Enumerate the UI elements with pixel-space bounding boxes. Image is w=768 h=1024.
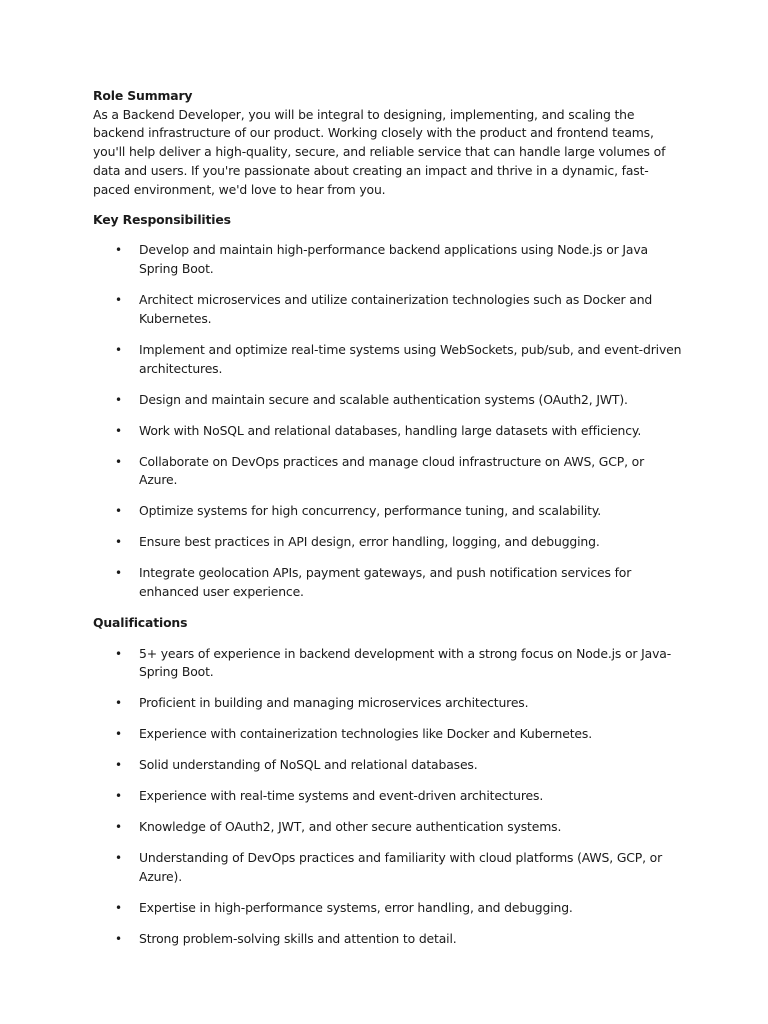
list-item: [93, 787, 683, 806]
list-item-text: Implement and optimize real-time systems using WebSockets, pub/sub, and event-driven architectures.: [139, 341, 682, 376]
list-item-text: Strong problem-solving skills and attention to detail.: [139, 931, 457, 947]
list-item-text: Integrate geolocation APIs, payment gateways, and push notification services for enhanced user experience.: [139, 565, 632, 599]
bullet-icon: •: [115, 504, 122, 519]
list-item-text: Work with NoSQL and relational databases, handling large datasets with efficiency.: [139, 422, 642, 438]
list-item: [93, 422, 683, 441]
list-item-text: Knowledge of OAuth2, JWT, and other secure authentication systems.: [139, 819, 562, 835]
bullet-icon: •: [115, 646, 122, 661]
list-item: [93, 725, 683, 744]
list-item-text: 5+ years of experience in backend development with a strong focus on Node.js or Java-Spring Boot.: [139, 645, 672, 680]
bullet-icon: •: [115, 901, 122, 916]
bullet-icon: •: [115, 342, 122, 357]
list-item: [93, 391, 683, 410]
list-item: [93, 533, 683, 552]
list-item-text: Experience with containerization technologies like Docker and Kubernetes.: [139, 726, 592, 742]
list-item: [93, 645, 683, 682]
bullet-icon: •: [115, 696, 122, 711]
bullet-icon: •: [115, 293, 122, 308]
bullet-icon: •: [115, 566, 122, 581]
list-item: [93, 564, 683, 601]
list-item: [93, 291, 683, 328]
list-item: [93, 899, 683, 918]
list-item-text: Collaborate on DevOps practices and manage cloud infrastructure on AWS, GCP, or Azure.: [139, 453, 645, 488]
bullet-icon: •: [115, 758, 122, 773]
bullet-icon: •: [115, 789, 122, 804]
list-item: [93, 694, 683, 713]
bullet-icon: •: [115, 851, 122, 866]
list-item: [93, 756, 683, 775]
bullet-icon: •: [115, 392, 122, 407]
bullet-icon: •: [115, 454, 122, 469]
list-item-text: Develop and maintain high-performance backend applications using Node.js or Java Spring Boot.: [139, 242, 648, 277]
list-item-text: Optimize systems for high concurrency, performance tuning, and scalability.: [139, 503, 602, 519]
list-item-text: Understanding of DevOps practices and familiarity with cloud platforms (AWS, GCP, or Azure).: [139, 850, 663, 885]
list-item-text: Solid understanding of NoSQL and relational databases.: [139, 757, 478, 773]
responsibilities-heading: Key Responsibilities: [93, 211, 231, 227]
list-item: [93, 502, 683, 521]
role-summary-text: As a Backend Developer, you will be integral to designing, implementing, and scaling the backend infrastructure of our product. Working closely with the product and frontend teams, you'll help deliver a high-quality, secure, and reliable service that can handle large volumes of data and users. If you're passionate about creating an impact and thrive in a dynamic, fast-paced environment, we'd love to hear from you.: [93, 106, 666, 197]
list-item-text: Ensure best practices in API design, error handling, logging, and debugging.: [139, 534, 600, 550]
bullet-icon: •: [115, 727, 122, 742]
list-item: [93, 818, 683, 837]
qualifications-list: [93, 645, 683, 949]
bullet-icon: •: [115, 932, 122, 947]
list-item-text: Expertise in high-performance systems, error handling, and debugging.: [139, 900, 573, 916]
list-item: [93, 453, 683, 490]
list-item: [93, 930, 683, 949]
role-summary-heading: Role Summary: [93, 88, 193, 103]
list-item-text: Design and maintain secure and scalable authentication systems (OAuth2, JWT).: [139, 391, 628, 407]
list-item: [93, 341, 683, 378]
bullet-icon: •: [115, 535, 122, 550]
responsibilities-list: [93, 241, 683, 601]
bullet-icon: •: [115, 820, 122, 835]
bullet-icon: •: [115, 243, 122, 258]
list-item: [93, 849, 683, 886]
document-page: [93, 87, 683, 961]
list-item: [93, 241, 683, 278]
qualifications-heading: Qualifications: [93, 614, 188, 630]
list-item-text: Experience with real-time systems and event-driven architectures.: [139, 788, 544, 804]
list-item-text: Architect microservices and utilize containerization technologies such as Docker and Kubernetes.: [139, 292, 653, 326]
bullet-icon: •: [115, 423, 122, 438]
list-item-text: Proficient in building and managing microservices architectures.: [139, 695, 529, 711]
